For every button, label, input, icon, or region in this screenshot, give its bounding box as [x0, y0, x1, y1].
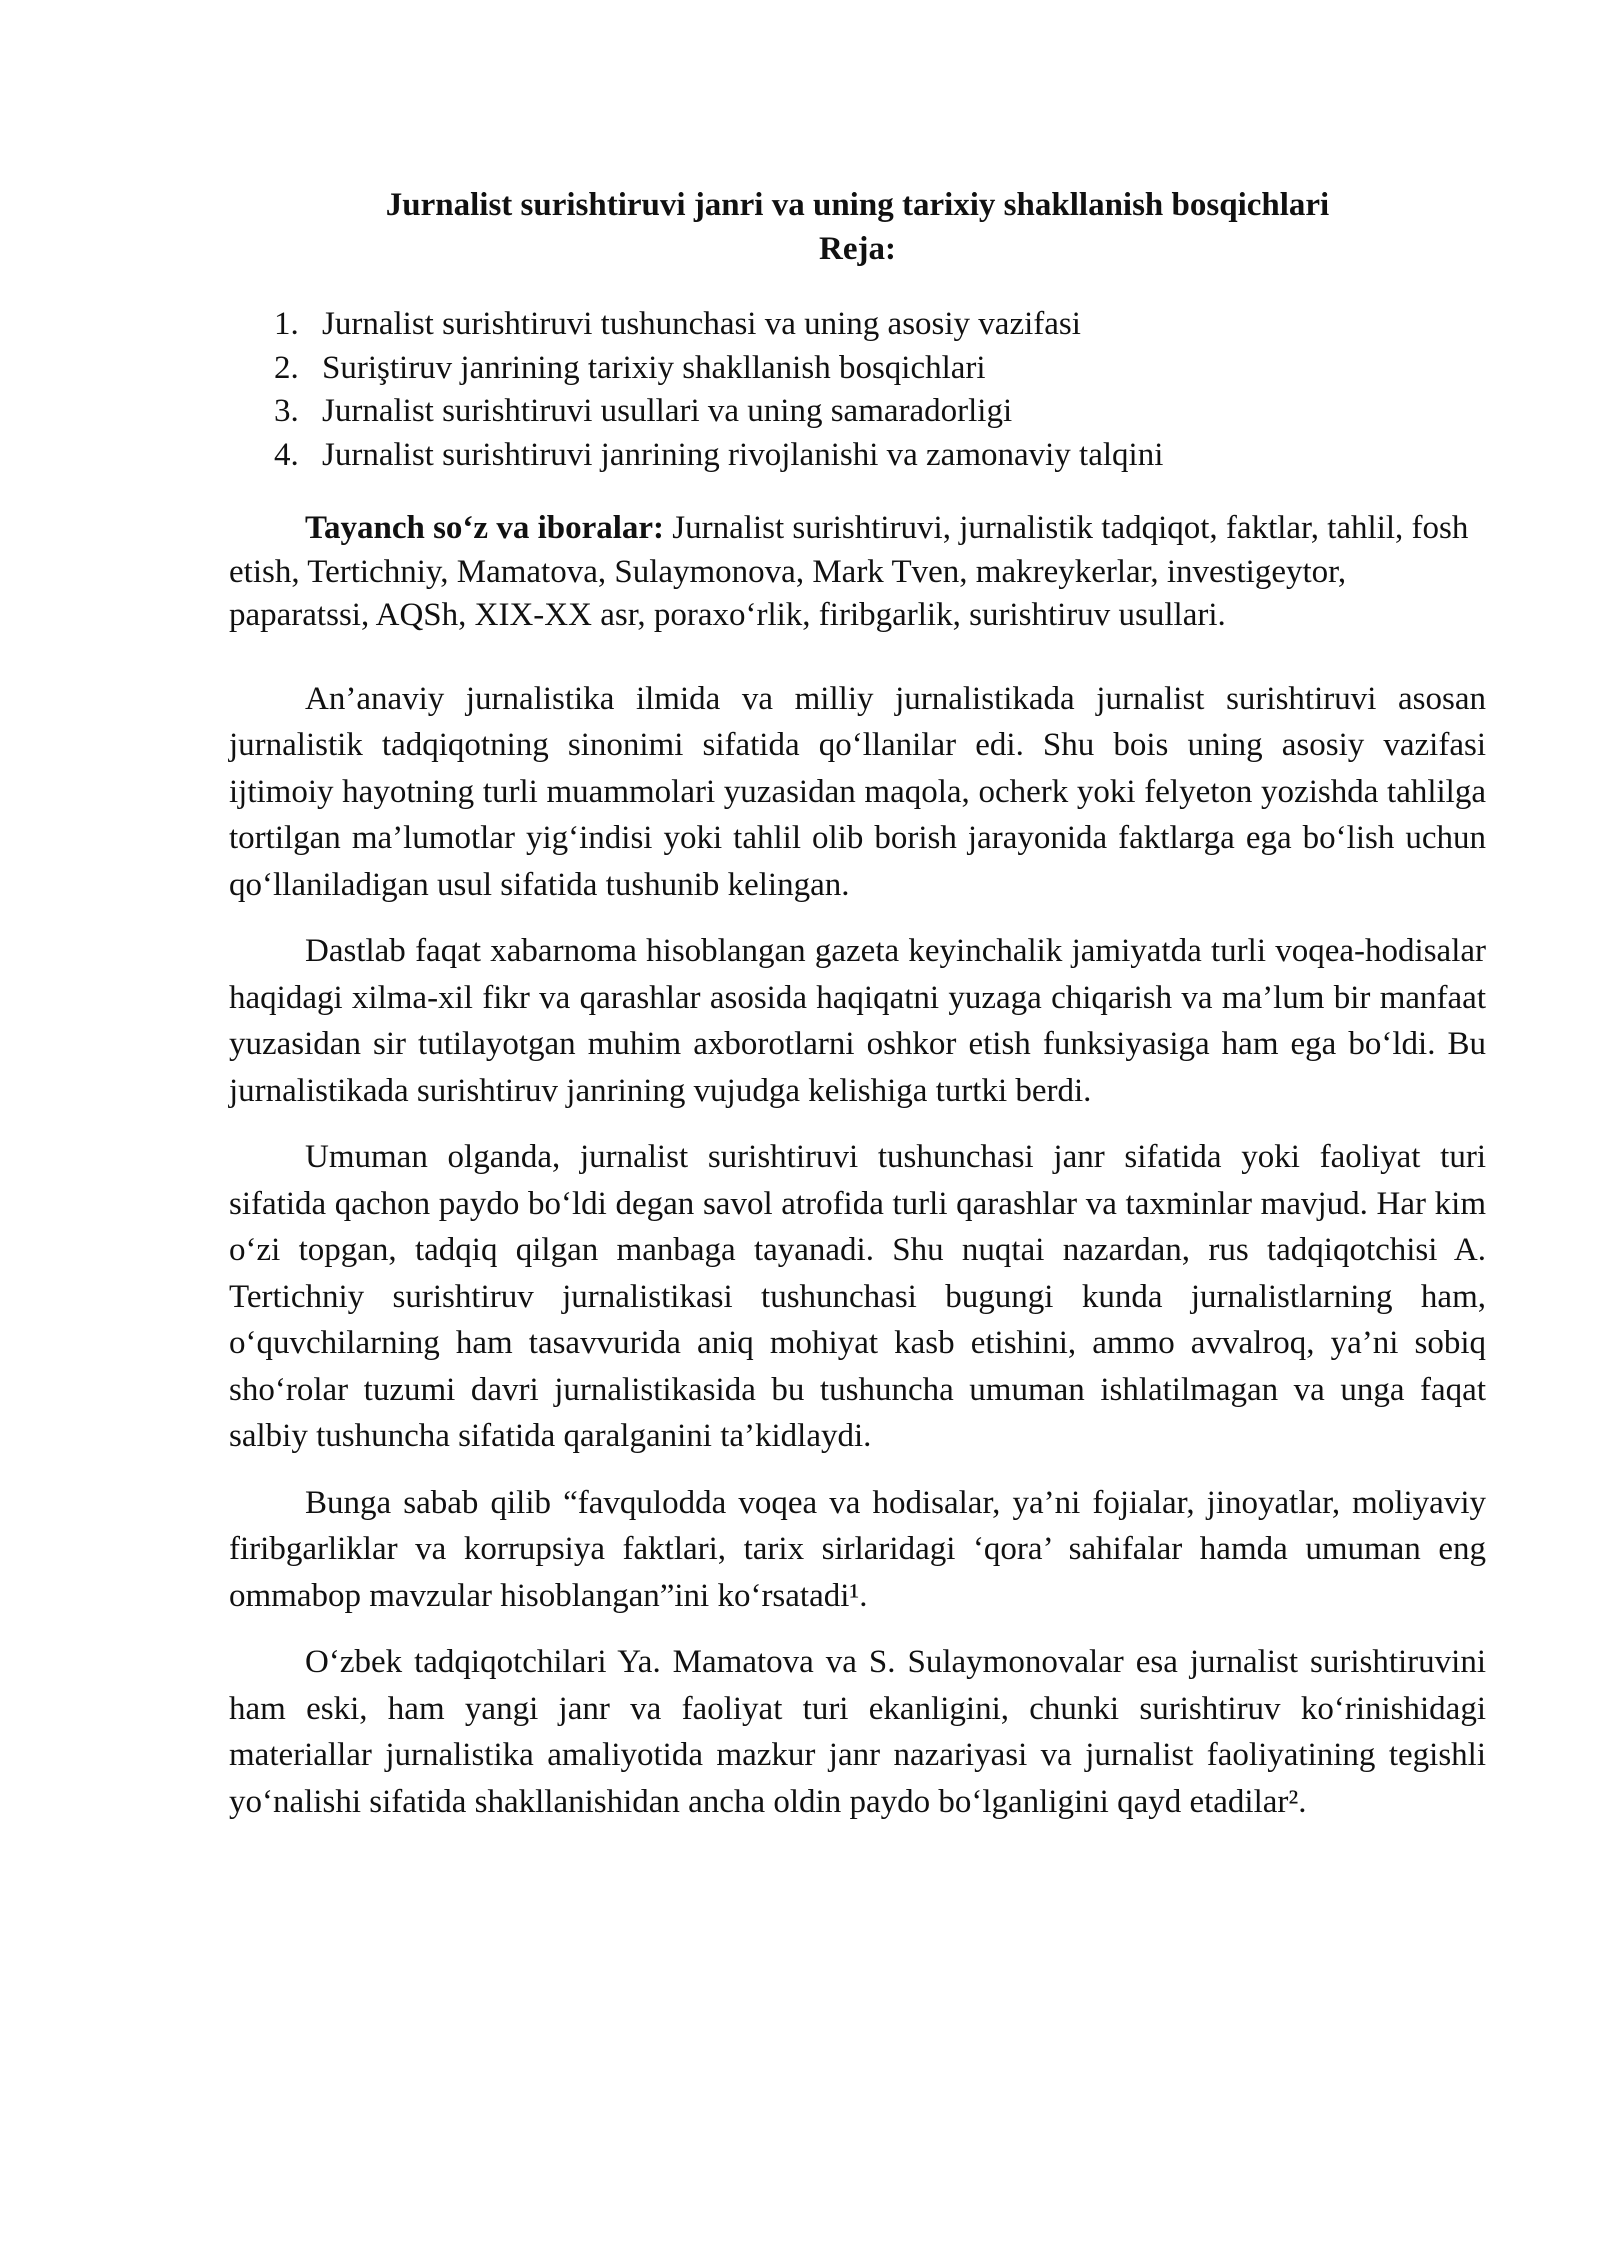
plan-item-text: Suriştiruv janrining tarixiy shakllanish bosqichlari [322, 349, 986, 386]
plan-list [229, 303, 1486, 477]
document-page [229, 183, 1486, 1825]
plan-item-number: 2. [274, 349, 299, 386]
plan-item-text: Jurnalist surishtiruvi usullari va uning samaradorligi [322, 393, 1013, 429]
body-paragraph: Umuman olganda, jurnalist surishtiruvi tushunchasi janr sifatida yoki faoliyat turi sifatida qachon paydo bo‘ldi degan savol atrofida turli qarashlar va taxminlar mavjud. Har kim o‘zi topgan, tadqiq qilgan manbaga tayanadi. Shu nuqtai nazardan, rus tadqiqotchisi A. Tertichniy surishtiruv jurnalistikasi tushunchasi bugungi kunda jurnalistlarning ham, o‘quvchilarning ham tasavvurida aniq mohiyat kasb etishini, ammo avvalroq, ya’ni sobiq sho‘rolar tuzumi davri jurnalistikasida bu tushuncha umuman ishlatilmagan va unga faqat salbiy tushuncha sifatida qaralganini ta’kidlaydi. [229, 1139, 1486, 1454]
plan-item [274, 347, 1486, 391]
body-paragraph: Dastlab faqat xabarnoma hisoblangan gazeta keyinchalik jamiyatda turli voqea-hodisalar haqidagi xilma-xil fikr va qarashlar asosida haqiqatni yuzaga chiqarish va ma’lum bir manfaat yuzasidan sir tutilayotgan muhim axborotlarni oshkor etish funksiyasiga ham ega bo‘ldi. Bu jurnalistikada surishtiruv janrining vujudga kelishiga turtki berdi. [229, 933, 1486, 1109]
plan-item-text: Jurnalist surishtiruvi janrining rivojlanishi va zamonaviy talqini [322, 436, 1164, 473]
document-title: Jurnalist surishtiruvi janri va uning tarixiy shakllanish bosqichlari [385, 187, 1330, 223]
keywords-label: Tayanch so‘z va iboralar: [305, 510, 665, 546]
plan-item-number: 1. [274, 306, 299, 342]
plan-item-text: Jurnalist surishtiruvi tushunchasi va uning asosiy vazifasi [322, 306, 1081, 342]
body-paragraph: An’anaviy jurnalistika ilmida va milliy jurnalistikada jurnalist surishtiruvi asosan jurnalistik tadqiqotning sinonimi sifatida qo‘llanilar edi. Shu bois uning asosiy vazifasi ijtimoiy hayotning turli muammolari yuzasidan maqola, ocherk yoki felyeton yozishda tahlilga tortilgan ma’lumotlar yig‘indisi yoki tahlil olib borish jarayonida faktlarga ega bo‘lish uchun qo‘llaniladigan usul sifatida tushunib kelingan. [229, 680, 1486, 903]
plan-item [274, 303, 1486, 347]
body-paragraph: Bunga sabab qilib “favqulodda voqea va hodisalar, ya’ni fojialar, jinoyatlar, moliyaviy firibgarliklar va korrupsiya faktlari, tarix sirlaridagi ‘qora’ sahifalar hamda umuman eng ommabop mavzular hisoblangan”ini ko‘rsatadi¹. [229, 1484, 1486, 1614]
plan-item [274, 390, 1486, 434]
plan-heading: Reja: [819, 231, 896, 267]
plan-item [274, 434, 1486, 478]
plan-item-number: 3. [274, 393, 299, 429]
keywords-paragraph [229, 507, 1486, 638]
body-paragraph: O‘zbek tadqiqotchilari Ya. Mamatova va S. Sulaymonovalar esa jurnalist surishtiruvini ham eski, ham yangi janr va faoliyat turi ekanligini, chunki surishtiruv ko‘rinishidagi materiallar jurnalistika amaliyotida mazkur janr nazariyasi va jurnalist faoliyatining tegishli yo‘nalishi sifatida shakllanishidan ancha oldin paydo bo‘lganligini qayd etadilar². [229, 1644, 1486, 1820]
keywords-text: Jurnalist surishtiruvi, jurnalistik tadqiqot, faktlar, tahlil, fosh etish, Tertichniy, Mamatova, Sulaymonova, Mark Tven, makreykerlar, investigeytor, paparatssi, AQSh, XIX-XX asr, poraxo‘rlik, firibgarlik, surishtiruv usullari. [229, 510, 1469, 633]
plan-item-number: 4. [274, 436, 299, 473]
